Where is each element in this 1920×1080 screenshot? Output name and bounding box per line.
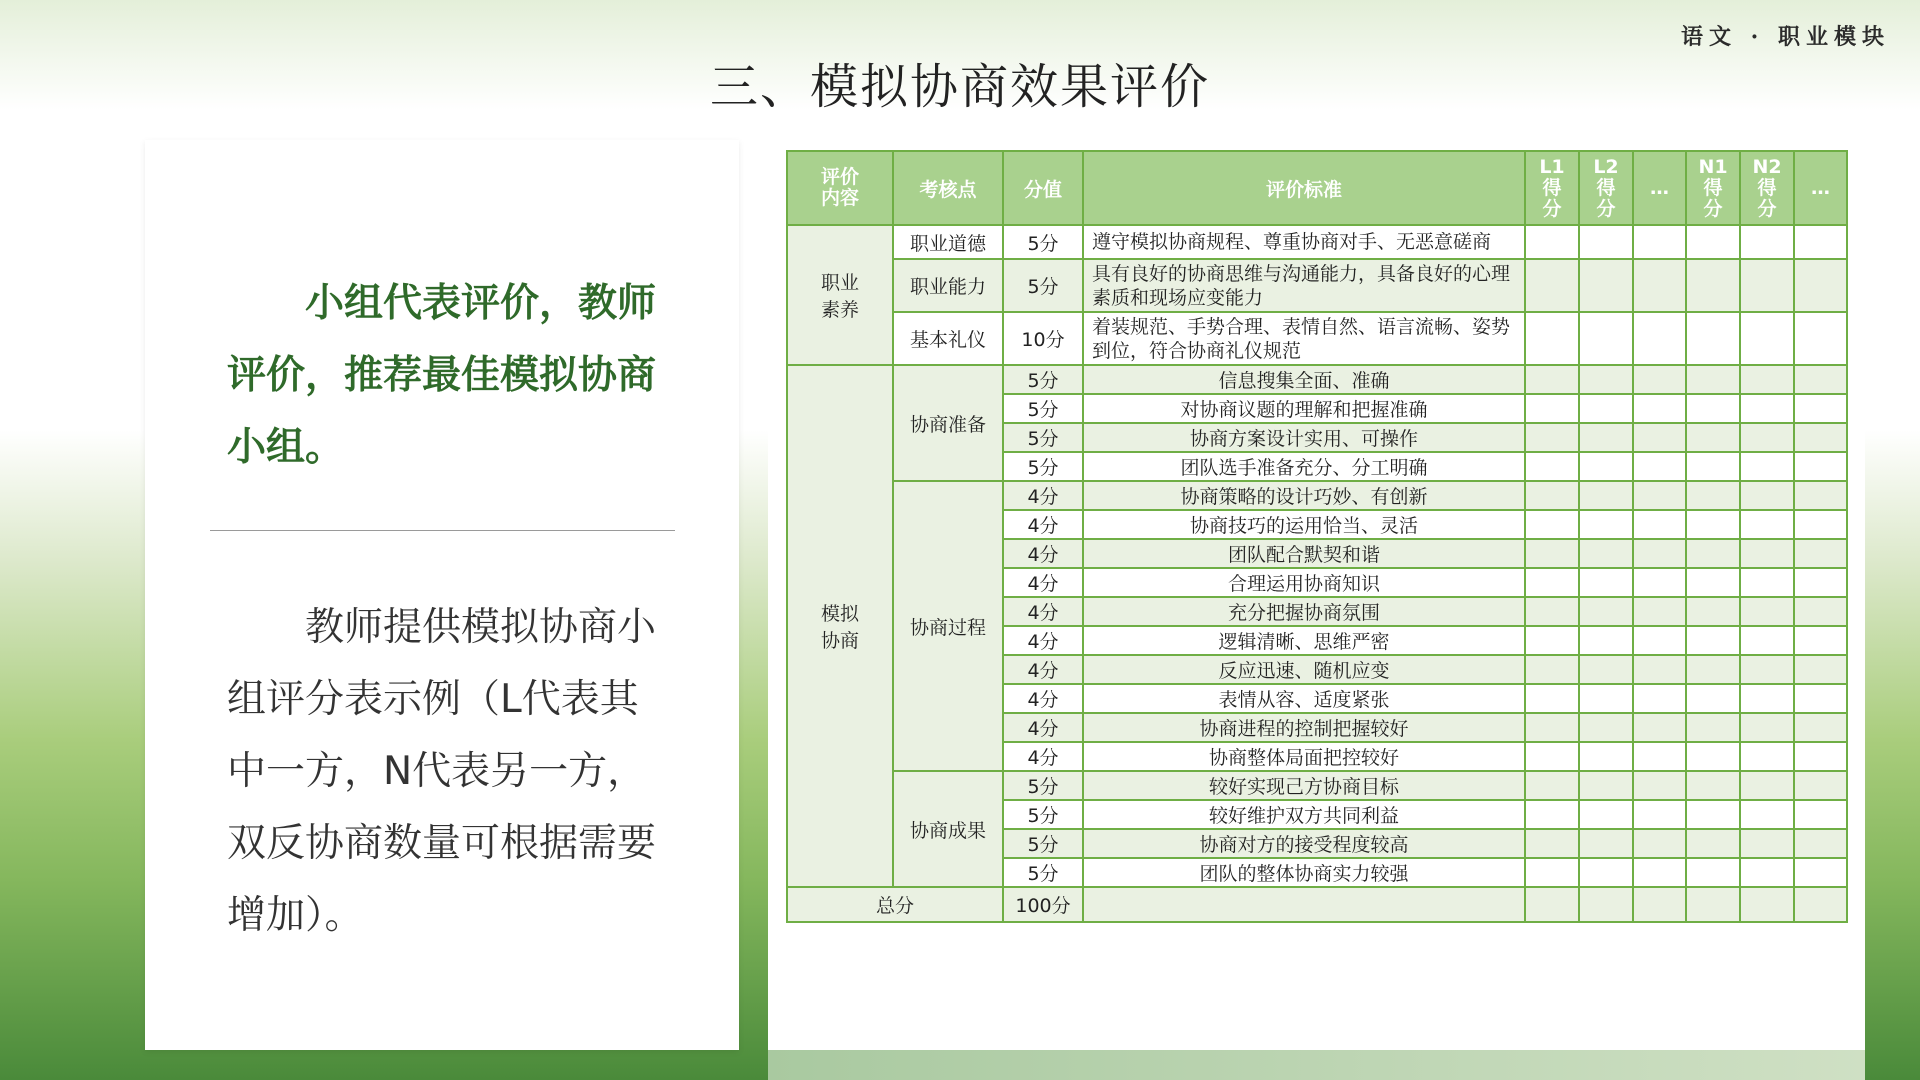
score-cell[interactable] — [1740, 312, 1794, 365]
score-cell[interactable] — [1579, 481, 1633, 510]
score-value: 5分 — [1003, 365, 1083, 394]
criteria-text: 反应迅速、随机应变 — [1083, 655, 1525, 684]
score-cell[interactable] — [1633, 452, 1686, 481]
criteria-text: 充分把握协商氛围 — [1083, 597, 1525, 626]
score-cell[interactable] — [1525, 887, 1579, 922]
score-cell[interactable] — [1794, 742, 1847, 771]
score-cell[interactable] — [1740, 829, 1794, 858]
score-cell[interactable] — [1525, 771, 1579, 800]
score-cell[interactable] — [1794, 568, 1847, 597]
score-cell[interactable] — [1633, 539, 1686, 568]
score-cell[interactable] — [1633, 800, 1686, 829]
score-cell[interactable] — [1579, 312, 1633, 365]
score-cell[interactable] — [1633, 887, 1686, 922]
brand-label: 语文 · 职业模块 — [1681, 24, 1890, 50]
score-cell[interactable] — [1794, 423, 1847, 452]
score-cell[interactable] — [1686, 684, 1740, 713]
score-cell[interactable] — [1579, 771, 1633, 800]
score-cell[interactable] — [1740, 452, 1794, 481]
score-cell[interactable] — [1579, 684, 1633, 713]
header-criteria: 评价标准 — [1083, 151, 1525, 225]
score-cell[interactable] — [1525, 423, 1579, 452]
score-cell[interactable] — [1633, 684, 1686, 713]
description-text: 教师提供模拟协商小组评分表示例（L代表其中一方，N代表另一方，双反协商数量可根据需要增加）。 — [227, 605, 657, 938]
score-cell[interactable] — [1740, 800, 1794, 829]
criteria-text: 信息搜集全面、准确 — [1083, 365, 1525, 394]
score-cell[interactable] — [1686, 259, 1740, 312]
score-cell[interactable] — [1794, 858, 1847, 887]
score-cell[interactable] — [1686, 225, 1740, 259]
score-value: 4分 — [1003, 742, 1083, 771]
score-value: 4分 — [1003, 713, 1083, 742]
score-cell[interactable] — [1633, 259, 1686, 312]
score-cell[interactable] — [1633, 510, 1686, 539]
score-cell[interactable] — [1525, 539, 1579, 568]
score-cell[interactable] — [1794, 771, 1847, 800]
score-table — [786, 150, 1848, 923]
score-cell[interactable] — [1686, 394, 1740, 423]
total-row — [787, 887, 1847, 922]
score-cell[interactable] — [1579, 225, 1633, 259]
score-cell[interactable] — [1525, 510, 1579, 539]
score-cell[interactable] — [1633, 713, 1686, 742]
score-value: 4分 — [1003, 597, 1083, 626]
score-cell[interactable] — [1740, 858, 1794, 887]
score-cell[interactable] — [1633, 829, 1686, 858]
criteria-text: 合理运用协商知识 — [1083, 568, 1525, 597]
score-cell[interactable] — [1686, 858, 1740, 887]
score-cell[interactable] — [1525, 259, 1579, 312]
score-cell[interactable] — [1686, 510, 1740, 539]
score-cell[interactable] — [1686, 597, 1740, 626]
score-cell[interactable] — [1794, 481, 1847, 510]
score-cell[interactable] — [1686, 626, 1740, 655]
assessment-point: 基本礼仪 — [893, 312, 1003, 365]
table-row — [787, 771, 1847, 800]
score-cell[interactable] — [1525, 394, 1579, 423]
score-cell[interactable] — [1525, 481, 1579, 510]
score-cell[interactable] — [1579, 394, 1633, 423]
score-cell[interactable] — [1794, 713, 1847, 742]
table-card — [768, 140, 1865, 1050]
score-cell[interactable] — [1579, 742, 1633, 771]
score-cell[interactable] — [1579, 510, 1633, 539]
group-content: 模拟 协商 — [787, 365, 893, 887]
score-cell[interactable] — [1686, 713, 1740, 742]
score-cell[interactable] — [1579, 597, 1633, 626]
score-cell[interactable] — [1525, 713, 1579, 742]
score-cell[interactable] — [1525, 684, 1579, 713]
score-cell[interactable] — [1794, 626, 1847, 655]
score-cell[interactable] — [1740, 742, 1794, 771]
score-cell[interactable] — [1686, 452, 1740, 481]
score-cell[interactable] — [1579, 568, 1633, 597]
score-value: 5分 — [1003, 452, 1083, 481]
score-cell[interactable] — [1794, 365, 1847, 394]
score-value: 5分 — [1003, 259, 1083, 312]
header-content: 评价 内容 — [787, 151, 893, 225]
score-value: 5分 — [1003, 423, 1083, 452]
score-cell[interactable] — [1740, 423, 1794, 452]
score-cell[interactable] — [1633, 481, 1686, 510]
score-cell[interactable] — [1740, 510, 1794, 539]
score-cell[interactable] — [1579, 713, 1633, 742]
score-cell[interactable] — [1579, 655, 1633, 684]
criteria-text: 协商方案设计实用、可操作 — [1083, 423, 1525, 452]
score-cell[interactable] — [1740, 394, 1794, 423]
score-cell[interactable] — [1579, 626, 1633, 655]
highlight-text: 小组代表评价，教师评价，推荐最佳模拟协商小组。 — [227, 281, 657, 470]
score-cell[interactable] — [1686, 742, 1740, 771]
table-row — [787, 259, 1847, 312]
score-cell[interactable] — [1794, 800, 1847, 829]
criteria-text: 对协商议题的理解和把握准确 — [1083, 394, 1525, 423]
score-cell[interactable] — [1525, 568, 1579, 597]
score-cell[interactable] — [1686, 481, 1740, 510]
assessment-point: 协商成果 — [893, 771, 1003, 887]
score-cell[interactable] — [1525, 626, 1579, 655]
score-cell[interactable] — [1740, 481, 1794, 510]
score-cell[interactable] — [1525, 742, 1579, 771]
header-ellipsis-1: … — [1633, 151, 1686, 225]
score-cell[interactable] — [1633, 655, 1686, 684]
score-value: 5分 — [1003, 771, 1083, 800]
criteria-text: 遵守模拟协商规程、尊重协商对手、无恶意磋商 — [1083, 225, 1525, 259]
criteria-text: 较好维护双方共同利益 — [1083, 800, 1525, 829]
score-cell[interactable] — [1633, 225, 1686, 259]
header-l1: L1 得 分 — [1525, 151, 1579, 225]
score-cell[interactable] — [1794, 259, 1847, 312]
criteria-text: 逻辑清晰、思维严密 — [1083, 626, 1525, 655]
score-cell[interactable] — [1740, 259, 1794, 312]
score-cell[interactable] — [1633, 365, 1686, 394]
score-cell[interactable] — [1525, 800, 1579, 829]
divider — [210, 530, 675, 531]
header-n2: N2 得 分 — [1740, 151, 1794, 225]
criteria-text: 团队配合默契和谐 — [1083, 539, 1525, 568]
assessment-point: 协商过程 — [893, 481, 1003, 771]
score-cell[interactable] — [1579, 858, 1633, 887]
criteria-text: 协商进程的控制把握较好 — [1083, 713, 1525, 742]
score-cell[interactable] — [1525, 655, 1579, 684]
score-cell[interactable] — [1633, 597, 1686, 626]
score-cell[interactable] — [1525, 597, 1579, 626]
assessment-point: 协商准备 — [893, 365, 1003, 481]
header-ellipsis-2: … — [1794, 151, 1847, 225]
score-cell[interactable] — [1579, 423, 1633, 452]
score-cell[interactable] — [1794, 597, 1847, 626]
table-row — [787, 312, 1847, 365]
score-cell[interactable] — [1686, 887, 1740, 922]
score-cell[interactable] — [1794, 510, 1847, 539]
score-cell[interactable] — [1686, 312, 1740, 365]
score-cell[interactable] — [1686, 423, 1740, 452]
score-cell[interactable] — [1686, 655, 1740, 684]
assessment-point: 职业能力 — [893, 259, 1003, 312]
score-cell[interactable] — [1740, 365, 1794, 394]
score-value: 4分 — [1003, 510, 1083, 539]
table-row — [787, 365, 1847, 394]
score-cell[interactable] — [1740, 539, 1794, 568]
score-cell[interactable] — [1740, 887, 1794, 922]
assessment-point: 职业道德 — [893, 225, 1003, 259]
score-cell[interactable] — [1579, 452, 1633, 481]
score-value: 4分 — [1003, 481, 1083, 510]
criteria-text: 表情从容、适度紧张 — [1083, 684, 1525, 713]
score-value: 4分 — [1003, 684, 1083, 713]
score-cell[interactable] — [1686, 539, 1740, 568]
score-cell[interactable] — [1579, 800, 1633, 829]
score-cell[interactable] — [1686, 365, 1740, 394]
score-cell[interactable] — [1740, 225, 1794, 259]
criteria-text: 团队的整体协商实力较强 — [1083, 858, 1525, 887]
score-cell[interactable] — [1740, 626, 1794, 655]
criteria-text: 较好实现己方协商目标 — [1083, 771, 1525, 800]
score-cell[interactable] — [1525, 452, 1579, 481]
score-cell[interactable] — [1633, 742, 1686, 771]
score-cell[interactable] — [1579, 365, 1633, 394]
criteria-text: 协商整体局面把控较好 — [1083, 742, 1525, 771]
score-cell[interactable] — [1579, 259, 1633, 312]
score-cell[interactable] — [1686, 800, 1740, 829]
score-cell[interactable] — [1686, 568, 1740, 597]
score-cell[interactable] — [1740, 771, 1794, 800]
criteria-text: 协商对方的接受程度较高 — [1083, 829, 1525, 858]
score-value: 10分 — [1003, 312, 1083, 365]
score-cell[interactable] — [1633, 312, 1686, 365]
score-value: 5分 — [1003, 394, 1083, 423]
score-cell[interactable] — [1794, 655, 1847, 684]
score-cell[interactable] — [1794, 829, 1847, 858]
score-cell[interactable] — [1740, 684, 1794, 713]
score-cell[interactable] — [1633, 394, 1686, 423]
header-l2: L2 得 分 — [1579, 151, 1633, 225]
criteria-text: 具有良好的协商思维与沟通能力，具备良好的心理素质和现场应变能力 — [1083, 259, 1525, 312]
score-cell[interactable] — [1525, 858, 1579, 887]
left-panel — [145, 140, 739, 1050]
criteria-text: 团队选手准备充分、分工明确 — [1083, 452, 1525, 481]
score-cell[interactable] — [1794, 684, 1847, 713]
score-cell[interactable] — [1794, 539, 1847, 568]
score-cell[interactable] — [1633, 858, 1686, 887]
score-cell[interactable] — [1579, 829, 1633, 858]
score-cell[interactable] — [1633, 626, 1686, 655]
total-label: 总分 — [787, 887, 1003, 922]
header-point: 考核点 — [893, 151, 1003, 225]
criteria-text: 协商技巧的运用恰当、灵活 — [1083, 510, 1525, 539]
score-value: 5分 — [1003, 858, 1083, 887]
score-cell[interactable] — [1579, 539, 1633, 568]
table-header-row — [787, 151, 1847, 225]
header-score: 分值 — [1003, 151, 1083, 225]
table-row — [787, 481, 1847, 510]
score-cell[interactable] — [1579, 887, 1633, 922]
score-cell[interactable] — [1525, 225, 1579, 259]
score-cell[interactable] — [1794, 312, 1847, 365]
score-cell[interactable] — [1525, 365, 1579, 394]
header-n1: N1 得 分 — [1686, 151, 1740, 225]
score-value: 5分 — [1003, 829, 1083, 858]
criteria-text: 着装规范、手势合理、表情自然、语言流畅、姿势到位，符合协商礼仪规范 — [1083, 312, 1525, 365]
score-cell[interactable] — [1686, 771, 1740, 800]
score-cell[interactable] — [1686, 829, 1740, 858]
total-score: 100分 — [1003, 887, 1083, 922]
table-bottom-strip — [768, 1050, 1865, 1080]
page-title: 三、模拟协商效果评价 — [709, 59, 1210, 115]
total-criteria-cell — [1083, 887, 1525, 922]
score-value: 5分 — [1003, 225, 1083, 259]
score-value: 5分 — [1003, 800, 1083, 829]
score-cell[interactable] — [1740, 568, 1794, 597]
group-content: 职业 素养 — [787, 225, 893, 365]
score-cell[interactable] — [1525, 312, 1579, 365]
score-cell[interactable] — [1525, 829, 1579, 858]
score-cell[interactable] — [1633, 568, 1686, 597]
criteria-text: 协商策略的设计巧妙、有创新 — [1083, 481, 1525, 510]
score-cell[interactable] — [1794, 452, 1847, 481]
score-cell[interactable] — [1740, 713, 1794, 742]
score-cell[interactable] — [1633, 771, 1686, 800]
table-body — [787, 225, 1847, 887]
score-cell[interactable] — [1794, 887, 1847, 922]
score-cell[interactable] — [1633, 423, 1686, 452]
score-value: 4分 — [1003, 539, 1083, 568]
score-value: 4分 — [1003, 626, 1083, 655]
table-row — [787, 225, 1847, 259]
score-cell[interactable] — [1740, 597, 1794, 626]
score-cell[interactable] — [1794, 225, 1847, 259]
score-value: 4分 — [1003, 655, 1083, 684]
score-cell[interactable] — [1794, 394, 1847, 423]
score-value: 4分 — [1003, 568, 1083, 597]
score-cell[interactable] — [1740, 655, 1794, 684]
